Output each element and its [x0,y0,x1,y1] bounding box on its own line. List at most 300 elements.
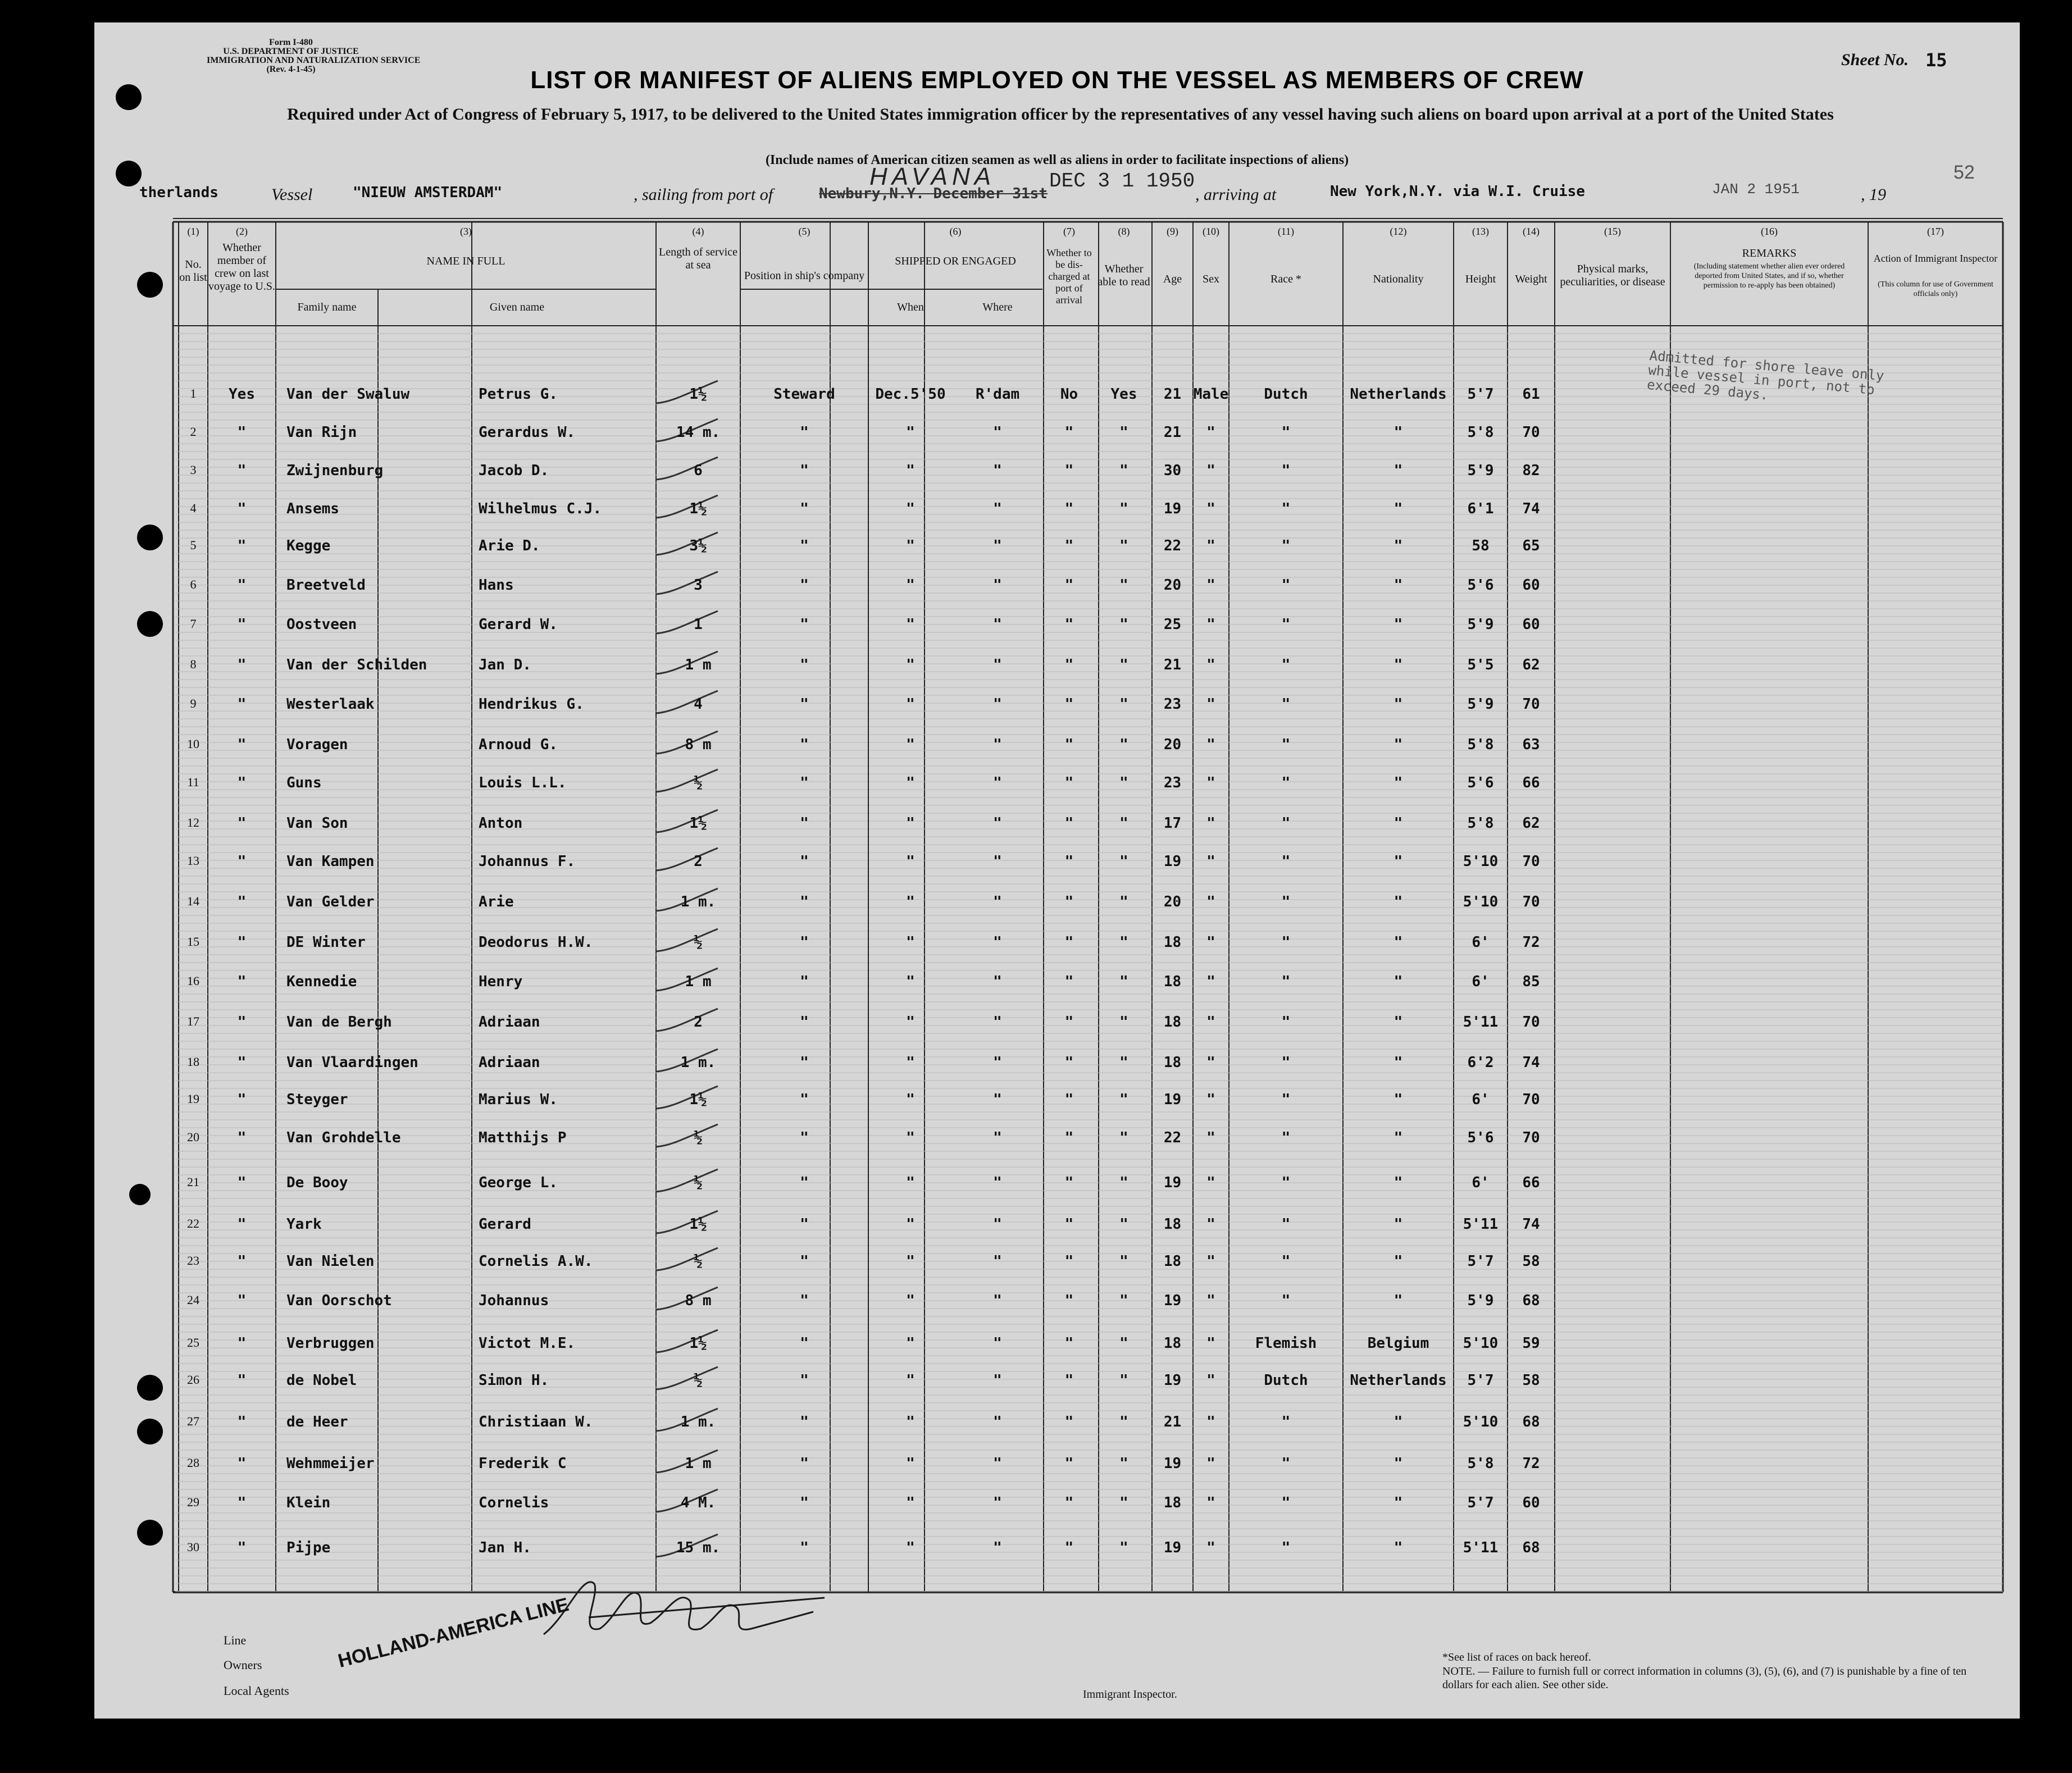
row-number: 15 [187,935,199,949]
row-given-name: Arie [479,894,514,910]
row-previous-voyage: " [237,424,247,441]
sheet-number: 15 [1925,49,1947,71]
row-height: 5'7 [1467,1494,1494,1511]
row-nationality: " [1394,973,1403,990]
row-shipped-when: " [906,815,915,832]
column-number: (4) [692,226,704,237]
row-given-name: Deodorus H.W. [479,934,593,951]
row-previous-voyage: " [237,1539,247,1556]
row-number: 20 [187,1130,199,1144]
row-sex: " [1206,657,1215,673]
row-sex: " [1206,1494,1215,1511]
row-age: 19 [1163,1539,1182,1556]
row-race: Dutch [1264,386,1308,403]
row-height: 5'5 [1467,657,1494,673]
row-length-of-service: 4 [694,696,703,713]
col-race: Race * [1270,273,1301,285]
row-nationality: " [1394,736,1403,753]
row-nationality: " [1394,1054,1403,1071]
row-number: 28 [187,1456,199,1470]
row-family-name: Voragen [286,736,348,753]
row-age: 23 [1163,774,1182,791]
col-position: Position in ship's company [744,270,865,282]
row-previous-voyage: " [237,894,247,910]
col-discharge: Whether to be dis-charged at port of arrival [1046,247,1092,306]
row-nationality: " [1394,537,1403,554]
manifest-sheet [94,22,2020,1719]
row-number: 13 [187,854,199,868]
row-shipped-when: " [906,1414,915,1430]
row-height: 5'8 [1467,1455,1494,1472]
row-age: 18 [1163,1494,1182,1511]
speck [11,1052,16,1057]
row-race: " [1281,1292,1291,1309]
row-nationality: " [1394,853,1403,870]
row-given-name: Adriaan [479,1054,540,1071]
row-race: " [1281,696,1291,713]
row-given-name: Simon H. [479,1372,549,1389]
row-able-to-read: " [1119,1216,1128,1233]
row-shipped-where: " [993,1335,1002,1352]
row-weight: 63 [1522,736,1540,753]
row-race: " [1281,424,1291,441]
row-age: 21 [1163,424,1182,441]
row-race: " [1281,1091,1291,1108]
row-shipped-where: " [993,774,1002,791]
row-previous-voyage: " [237,1129,247,1146]
row-position: " [800,1129,809,1146]
row-position: " [800,1253,809,1270]
row-number: 26 [187,1373,199,1387]
row-given-name: Hans [479,577,514,594]
row-position: " [800,462,809,479]
row-race: " [1281,537,1291,554]
row-height: 5'10 [1463,894,1499,910]
row-weight: 70 [1522,1014,1540,1031]
row-number: 8 [190,657,197,671]
row-position: " [800,815,809,832]
row-family-name: Van Nielen [286,1253,375,1270]
row-previous-voyage: " [237,462,247,479]
row-family-name: Ansems [286,500,339,517]
row-number: 16 [187,974,199,988]
row-weight: 58 [1522,1372,1540,1389]
row-sex: " [1206,1129,1215,1146]
row-nationality: Netherlands [1350,1372,1447,1389]
row-sex: " [1206,934,1215,951]
row-race: " [1281,973,1291,990]
row-discharge: " [1064,774,1074,791]
row-length-of-service: 15 m. [676,1539,721,1556]
row-sex: " [1206,577,1215,594]
row-position: Steward [773,386,835,403]
row-able-to-read: " [1119,616,1128,633]
row-race: " [1281,577,1291,594]
row-nationality: " [1394,1253,1403,1270]
row-shipped-where: " [993,1539,1002,1556]
col-when: When [897,301,924,313]
row-given-name: Henry [479,973,523,990]
row-race: " [1281,853,1291,870]
line-label: Line [224,1633,247,1647]
row-length-of-service: 1½ [689,386,707,403]
row-shipped-where: " [993,853,1002,870]
row-shipped-where: " [993,1292,1002,1309]
row-shipped-where: " [993,1216,1002,1233]
row-nationality: " [1394,774,1403,791]
row-previous-voyage: " [237,1414,247,1430]
row-age: 19 [1163,1455,1182,1472]
row-nationality: " [1394,815,1403,832]
row-length-of-service: 1 m [685,657,712,673]
row-shipped-where: " [993,462,1002,479]
row-age: 20 [1163,736,1182,753]
row-family-name: Westerlaak [286,696,375,713]
row-sex: " [1206,1414,1215,1430]
col-sex: Sex [1203,273,1219,285]
row-discharge: " [1064,973,1074,990]
row-age: 20 [1163,577,1182,594]
row-family-name: de Heer [286,1414,348,1430]
row-weight: 58 [1522,1253,1540,1270]
row-shipped-when: " [906,1539,915,1556]
row-weight: 60 [1522,616,1540,633]
row-shipped-when: " [906,657,915,673]
row-weight: 60 [1522,577,1540,594]
row-position: " [800,500,809,517]
row-position: " [800,853,809,870]
row-given-name: Gerard W. [479,616,558,633]
row-discharge: " [1064,815,1074,832]
row-shipped-where: " [993,934,1002,951]
row-discharge: " [1064,894,1074,910]
row-given-name: Wilhelmus C.J. [479,500,602,517]
row-given-name: Arie D. [479,537,540,554]
row-length-of-service: 1½ [689,500,707,517]
row-shipped-when: " [906,1174,915,1191]
row-height: 5'6 [1467,774,1494,791]
row-height: 6'1 [1467,500,1494,517]
row-given-name: Johannus [479,1292,549,1309]
row-family-name: Van Grohdelle [286,1129,401,1146]
col-previous-voyage: Whether member of crew on last voyage to U.S. [208,241,275,293]
row-able-to-read: " [1119,500,1128,517]
row-age: 19 [1163,500,1182,517]
column-number: (10) [1203,226,1219,237]
row-age: 23 [1163,696,1182,713]
row-length-of-service: 4 M. [680,1494,716,1511]
row-weight: 70 [1522,1129,1540,1146]
row-nationality: " [1394,1414,1403,1430]
binder-hole [137,525,163,550]
row-shipped-where: " [993,696,1002,713]
row-race: " [1281,934,1291,951]
row-able-to-read: " [1119,1292,1128,1309]
row-weight: 70 [1522,1091,1540,1108]
binder-hole [116,84,142,110]
row-discharge: " [1064,657,1074,673]
row-nationality: " [1394,500,1403,517]
row-sex: " [1206,1455,1215,1472]
row-family-name: Van de Bergh [286,1014,392,1031]
row-previous-voyage: " [237,934,247,951]
row-family-name: Oostveen [286,616,357,633]
row-weight: 62 [1522,815,1540,832]
row-length-of-service: 1 m [685,973,712,990]
row-given-name: George L. [479,1174,558,1191]
row-number: 12 [187,815,199,829]
row-position: " [800,934,809,951]
row-weight: 74 [1522,1216,1540,1233]
col-length-of-service: Length of service at sea [659,246,737,271]
row-shipped-when: " [906,1372,915,1389]
row-given-name: Gerard [479,1216,531,1233]
row-position: " [800,1216,809,1233]
row-nationality: " [1394,657,1403,673]
row-family-name: Van der Schilden [286,657,427,673]
row-sex: " [1206,1054,1215,1071]
row-age: 19 [1163,1174,1182,1191]
row-sex: " [1206,616,1215,633]
row-nationality: " [1394,894,1403,910]
row-given-name: Cornelis [479,1494,549,1511]
row-able-to-read: " [1119,1414,1128,1430]
row-family-name: Van Son [286,815,348,832]
row-race: " [1281,1414,1291,1430]
row-length-of-service: 2 [694,853,703,870]
col-weight: Weight [1515,273,1547,285]
row-previous-voyage: " [237,973,247,990]
row-discharge: " [1064,1335,1074,1352]
row-number: 5 [190,538,197,552]
row-family-name: Van Kampen [286,853,375,870]
col-name-in-full: NAME IN FULL [426,255,506,267]
row-age: 18 [1163,1335,1182,1352]
row-sex: " [1206,696,1215,713]
row-family-name: Breetveld [286,577,366,594]
row-family-name: Guns [286,774,322,791]
row-length-of-service: 1½ [689,1335,707,1352]
column-number: (15) [1604,226,1621,237]
row-given-name: Christiaan W. [479,1414,593,1430]
row-shipped-when: " [906,853,915,870]
row-able-to-read: " [1119,1129,1128,1146]
row-nationality: " [1394,1129,1403,1146]
row-discharge: " [1064,1253,1074,1270]
row-sex: " [1206,774,1215,791]
row-length-of-service: ½ [694,934,703,951]
row-discharge: " [1064,616,1074,633]
row-shipped-when: " [906,934,915,951]
row-shipped-when: " [906,1494,915,1511]
row-discharge: " [1064,1014,1074,1031]
sailing-label: , sailing from port of [634,185,773,204]
row-shipped-when: " [906,1335,915,1352]
row-sex: " [1206,1253,1215,1270]
row-position: " [800,736,809,753]
row-height: 5'9 [1467,696,1494,713]
row-able-to-read: Yes [1110,386,1137,403]
row-able-to-read: " [1119,1335,1128,1352]
column-number: (1) [187,226,199,237]
row-weight: 66 [1522,1174,1540,1191]
sheet-label: Sheet No. [1841,51,1909,69]
row-able-to-read: " [1119,934,1128,951]
row-height: 5'6 [1467,577,1494,594]
corner-number: 52 [1953,162,1975,183]
column-number: (3) [460,226,472,237]
row-shipped-where: " [993,1174,1002,1191]
column-number: (17) [1927,226,1944,237]
row-height: 6' [1472,1091,1490,1108]
row-position: " [800,616,809,633]
row-able-to-read: " [1119,973,1128,990]
row-number: 14 [187,894,199,908]
row-previous-voyage: " [237,853,247,870]
row-shipped-where: " [993,424,1002,441]
row-nationality: " [1394,1455,1403,1472]
row-discharge: " [1064,1174,1074,1191]
row-race: " [1281,1253,1291,1270]
row-able-to-read: " [1119,1372,1128,1389]
row-shipped-when: " [906,894,915,910]
row-weight: 60 [1522,1494,1540,1511]
row-age: 18 [1163,934,1182,951]
row-sex: " [1206,500,1215,517]
row-length-of-service: 1 m. [680,1414,716,1430]
row-sex: " [1206,853,1215,870]
row-age: 18 [1163,1216,1182,1233]
row-weight: 66 [1522,774,1540,791]
row-length-of-service: ½ [694,774,703,791]
row-able-to-read: " [1119,424,1128,441]
row-age: 19 [1163,1372,1182,1389]
row-position: " [800,424,809,441]
row-age: 20 [1163,894,1182,910]
column-number: (6) [949,226,962,237]
row-sex: " [1206,815,1215,832]
row-able-to-read: " [1119,462,1128,479]
row-position: " [800,537,809,554]
row-weight: 65 [1522,537,1540,554]
row-number: 4 [190,501,197,515]
arrival-date-stamp: JAN 2 1951 [1712,181,1800,198]
row-able-to-read: " [1119,696,1128,713]
binder-hole [116,161,142,186]
row-weight: 68 [1522,1539,1540,1556]
row-discharge: " [1064,1372,1074,1389]
row-shipped-when: " [906,1253,915,1270]
row-shipped-where: " [993,1372,1002,1389]
row-discharge: " [1064,934,1074,951]
row-height: 5'9 [1467,616,1494,633]
row-sex: " [1206,1372,1215,1389]
row-nationality: " [1394,1091,1403,1108]
row-shipped-where: " [993,1414,1002,1430]
col-family-name: Family name [297,301,357,313]
row-weight: 62 [1522,657,1540,673]
row-race: " [1281,657,1291,673]
row-given-name: Jan D. [479,657,531,673]
row-discharge: " [1064,696,1074,713]
row-position: " [800,1414,809,1430]
row-family-name: Klein [286,1494,331,1511]
row-number: 21 [187,1175,199,1189]
row-weight: 70 [1522,424,1540,441]
row-height: 5'8 [1467,424,1494,441]
row-shipped-when: " [906,537,915,554]
row-family-name: Zwijnenburg [286,462,384,479]
row-given-name: Petrus G. [479,386,558,403]
row-sex: " [1206,894,1215,910]
row-length-of-service: 1½ [689,815,707,832]
row-able-to-read: " [1119,1091,1128,1108]
column-number: (13) [1472,226,1489,237]
row-age: 21 [1163,386,1182,403]
row-weight: 82 [1522,462,1540,479]
row-sex: " [1206,1216,1215,1233]
row-discharge: " [1064,1129,1074,1146]
row-shipped-where: " [993,1455,1002,1472]
col-age: Age [1163,273,1182,285]
row-able-to-read: " [1119,894,1128,910]
row-nationality: " [1394,1014,1403,1031]
row-able-to-read: " [1119,853,1128,870]
row-nationality: Belgium [1367,1335,1429,1352]
row-race: " [1281,462,1291,479]
row-nationality: " [1394,577,1403,594]
row-position: " [800,1174,809,1191]
binder-hole [137,272,163,298]
row-previous-voyage: " [237,1253,247,1270]
row-number: 18 [187,1055,199,1069]
row-weight: 74 [1522,1054,1540,1071]
row-height: 5'6 [1467,1129,1494,1146]
row-discharge: " [1064,1494,1074,1511]
row-family-name: Verbruggen [286,1335,375,1352]
row-position: " [800,774,809,791]
row-number: 9 [190,696,197,710]
row-height: 5'7 [1467,386,1494,403]
row-sex: " [1206,1539,1215,1556]
row-shipped-when: " [906,1129,915,1146]
row-number: 10 [187,737,199,751]
row-given-name: Hendrikus G. [479,696,584,713]
row-family-name: Yark [286,1216,322,1233]
column-number: (5) [798,226,810,237]
row-race: " [1281,736,1291,753]
row-shipped-where: " [993,500,1002,517]
row-race: " [1281,815,1291,832]
row-shipped-where: " [993,1253,1002,1270]
row-height: 5'10 [1463,1335,1499,1352]
row-shipped-when: " [906,1292,915,1309]
row-number: 23 [187,1254,199,1268]
row-shipped-when: " [906,774,915,791]
inspector-label: Immigrant Inspector. [1083,1688,1177,1701]
row-given-name: Matthijs P [479,1129,567,1146]
row-sex: " [1206,462,1215,479]
row-height: 5'11 [1463,1216,1499,1233]
row-race: " [1281,1174,1291,1191]
col-inspector-action: Action of Immigrant Inspector [1873,253,1998,264]
service-name: IMMIGRATION AND NATURALIZATION SERVICE [207,56,421,65]
column-number: (12) [1390,226,1407,237]
row-length-of-service: 1 m [685,1455,712,1472]
row-previous-voyage: " [237,1014,247,1031]
row-race: " [1281,1539,1291,1556]
row-previous-voyage: " [237,500,247,517]
